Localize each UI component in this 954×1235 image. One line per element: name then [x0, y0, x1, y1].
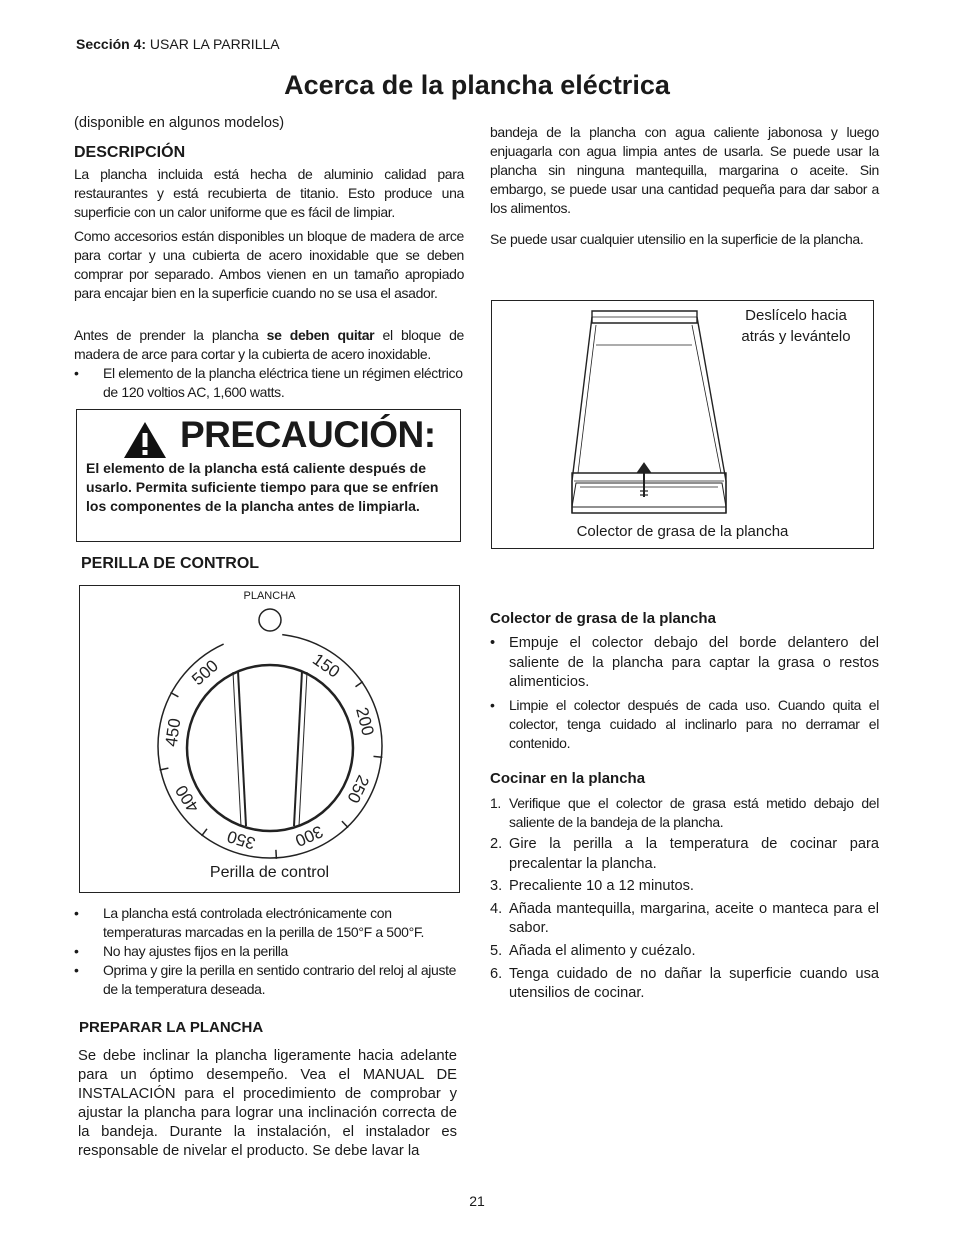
dial-number: 200	[352, 705, 378, 738]
cook-step-number: 2.	[490, 836, 503, 852]
control-knob-heading: PERILLA DE CONTROL	[81, 555, 260, 572]
tray-caption: Colector de grasa de la plancha	[576, 523, 789, 540]
cook-step-text: Precaliente 10 a 12 minutos.	[509, 878, 694, 895]
prepare-heading: PREPARAR LA PLANCHA	[79, 1019, 264, 1036]
section-header	[76, 36, 280, 52]
p3-before: Antes de prender la plancha	[74, 327, 267, 343]
page-number: 21	[469, 1193, 485, 1209]
dial-number: 350	[224, 826, 258, 853]
cook-step-number: 3.	[490, 878, 503, 895]
cook-step	[490, 942, 879, 962]
right-paragraph-2: Se puede usar cualquier utensilio en la superficie de la plancha.	[490, 231, 864, 247]
description-paragraph-2: Como accesorios están disponibles un bloque de madera de arce para cortar y una cubierta de acero inoxidable que se deben comprar por separado. Ambos vienen en un tamaño apropiado para encajar bien en la superficie cuando no se usa el asador.	[74, 228, 464, 301]
grease-bullet: • Limpie el colector después de cada uso. Cuando quita el colector, tenga cuidado al inclinarlo para no derramar el contenido.	[490, 696, 879, 753]
control-bullets	[74, 904, 464, 999]
cook-step	[490, 965, 879, 1004]
knob-figure	[79, 585, 460, 893]
cook-step-number: 1.	[490, 795, 501, 811]
dial-tick	[356, 682, 363, 687]
availability-note: (disponible en algunos modelos)	[74, 115, 285, 131]
cook-steps	[490, 794, 879, 1007]
caution-title: PRECAUCIÓN:	[180, 414, 436, 455]
page-title: Acerca de la plancha eléctrica	[284, 70, 670, 100]
cook-step-number: 5.	[490, 942, 503, 959]
description-paragraph-3	[74, 326, 464, 364]
dial-number: 500	[188, 656, 223, 690]
dial-number: 400	[171, 781, 203, 816]
description-heading: DESCRIPCIÓN	[74, 144, 186, 161]
dial-number: 250	[343, 772, 373, 806]
tray-label-line-1: Deslícelo hacia	[745, 307, 847, 324]
dial-number: 450	[161, 717, 185, 748]
knob-caption: Perilla de control	[209, 864, 330, 881]
section-label: Sección 4:	[76, 36, 147, 52]
cook-step	[490, 900, 879, 939]
cook-step-text: Verifique que el colector de grasa está metido debajo del saliente de la bandeja de la plancha.	[509, 795, 879, 830]
prepare-paragraph: Se debe inclinar la plancha ligeramente hacia adelante para un óptimo desempeño. Vea el MANUAL DE INSTALACIÓN para el procedimiento de comprobar y ajustar la plancha para lograr una inclinación correcta de la bandeja. Durante la instalación, el instalador es responsable de nivelar el producto. Se debe lavar la	[78, 1048, 457, 1159]
cook-step	[490, 877, 879, 897]
control-bullet: • No hay ajustes fijos en la perilla	[74, 942, 464, 961]
cook-step-text: Añada mantequilla, margarina, aceite o manteca para el sabor.	[509, 900, 879, 937]
cook-step-number: 4.	[490, 900, 503, 917]
cook-step-text: Tenga cuidado de no dañar la superficie cuando usa utensilios de cocinar.	[509, 965, 879, 1002]
p3-after: el bloque de madera de arce para cortar y la cubierta de acero inoxidable.	[74, 327, 464, 362]
dial-number: 300	[292, 821, 326, 851]
warning-icon	[122, 420, 168, 460]
control-bullet: • La plancha está controlada electrónicamente con temperaturas marcadas en la perilla de 150°F a 500°F.	[74, 904, 464, 942]
description-paragraph-1: La plancha incluida está hecha de aluminio calidad para restaurantes y está recubierta de titanio. Esto produce una superficie con un calor uniforme que es fácil de limpiar.	[74, 166, 464, 220]
grease-bullets	[490, 634, 879, 753]
cook-step-number: 6.	[490, 965, 503, 982]
electrical-rating-bullet: • El elemento de la plancha eléctrica tiene un régimen eléctrico de 120 voltios AC, 1,600 watts.	[74, 364, 464, 402]
dial-tick	[202, 829, 207, 836]
right-paragraph-1: bandeja de la plancha con agua caliente jabonosa y luego enjuagarla con agua limpia antes de usarla. Se puede usar la plancha sin ninguna mantequilla, margarina o aceite. Sin embargo, se puede usar una cantidad pequeña para dar sabor a los alimentos.	[490, 124, 879, 216]
dial-tick	[342, 821, 348, 828]
dial-tick	[374, 756, 383, 757]
grease-bullet: • Empuje el colector debajo del borde delantero del saliente de la plancha para captar la grasa o restos alimenticios.	[490, 634, 879, 693]
p3-bold: se deben quitar	[266, 327, 375, 343]
tray-slide-label	[718, 305, 874, 347]
caution-body: El elemento de la plancha está caliente después de usarlo. Permita suficiente tiempo para que se enfríen los componentes de la plancha antes de limpiarla.	[86, 460, 439, 514]
dial-number: 150	[309, 649, 344, 682]
cook-step	[490, 835, 879, 874]
tray-label-line-2: atrás y levántelo	[741, 328, 851, 345]
control-knob-dial	[80, 586, 459, 892]
knob-top-label: PLANCHA	[243, 590, 296, 602]
grease-heading: Colector de grasa de la plancha	[490, 610, 716, 627]
caution-box	[76, 409, 461, 542]
grease-tray-figure	[491, 300, 874, 549]
cook-step-text: Gire la perilla a la temperatura de cocinar para precalentar la plancha.	[509, 836, 879, 872]
cook-step	[490, 794, 879, 832]
control-bullet: • Oprima y gire la perilla en sentido contrario del reloj al ajuste de la temperatura deseada.	[74, 961, 464, 999]
cook-heading: Cocinar en la plancha	[490, 770, 646, 787]
section-name: USAR LA PARRILLA	[149, 36, 280, 52]
cook-step-text: Añada el alimento y cuézalo.	[509, 942, 696, 959]
dial-tick	[171, 693, 179, 697]
dial-tick	[276, 850, 277, 859]
